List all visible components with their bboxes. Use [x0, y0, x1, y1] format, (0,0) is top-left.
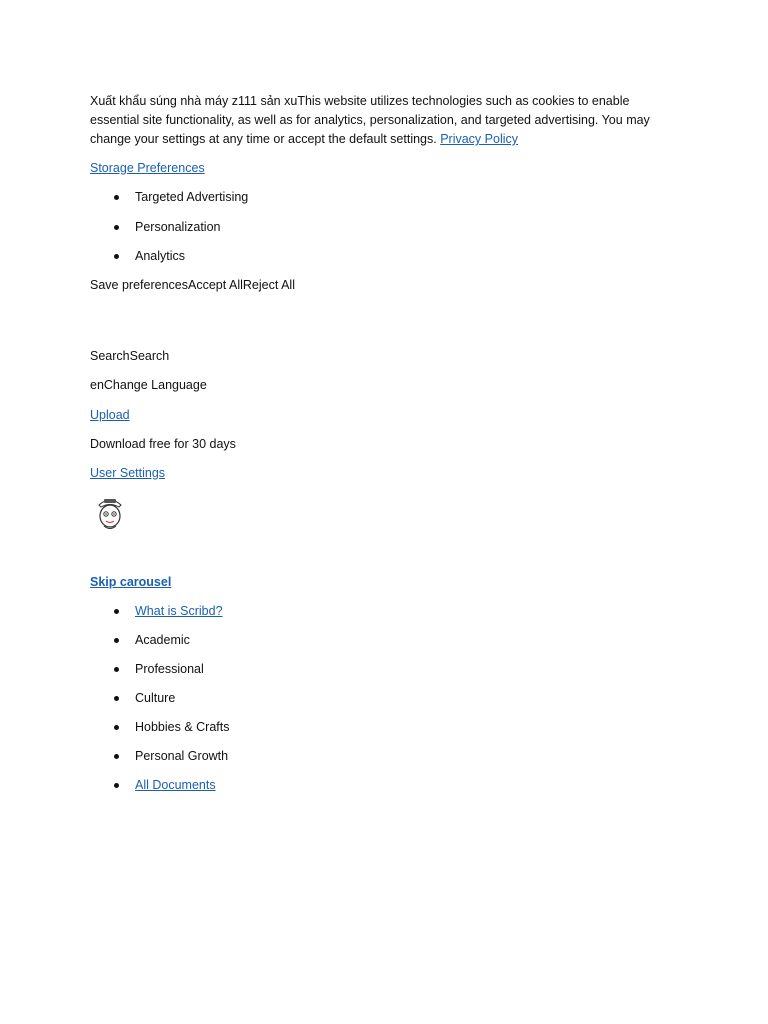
upload-link[interactable]: Upload	[90, 408, 130, 422]
category-label: Hobbies & Crafts	[135, 720, 230, 734]
storage-preferences-link[interactable]: Storage Preferences	[90, 161, 205, 175]
privacy-policy-link[interactable]: Privacy Policy	[440, 132, 518, 146]
page-content	[90, 92, 680, 792]
bullet-icon	[114, 638, 119, 643]
bullet-icon	[114, 609, 119, 614]
preference-item-label: Targeted Advertising	[135, 190, 249, 204]
bullet-icon	[114, 254, 119, 259]
category-label: Personal Growth	[135, 749, 229, 763]
search-label: Search	[90, 349, 130, 363]
category-label: Professional	[135, 662, 204, 676]
search-row	[90, 348, 169, 364]
language-row	[90, 377, 207, 393]
bullet-icon	[114, 754, 119, 759]
bullet-icon	[114, 725, 119, 730]
search-button[interactable]: Search	[129, 349, 170, 363]
save-preferences-button[interactable]: Save preferences	[90, 278, 188, 292]
reject-all-button[interactable]: Reject All	[242, 278, 295, 292]
category-link-label[interactable]: What is Scribd?	[135, 604, 223, 618]
category-link-label[interactable]: All Documents	[135, 778, 216, 792]
skip-carousel-link[interactable]: Skip carousel	[90, 575, 172, 589]
language-code: en	[90, 378, 104, 392]
bullet-icon	[114, 225, 119, 230]
cookie-lead-text: Xuất khẩu súng nhà máy z111 sản xu	[90, 94, 298, 108]
accept-all-button[interactable]: Accept All	[187, 278, 243, 292]
cookie-actions	[90, 277, 295, 293]
change-language-button[interactable]: Change Language	[103, 378, 207, 392]
bullet-icon	[114, 783, 119, 788]
bullet-icon	[114, 696, 119, 701]
category-label: Culture	[135, 691, 176, 705]
preference-item-label: Analytics	[135, 249, 186, 263]
bullet-icon	[114, 667, 119, 672]
category-label: Academic	[135, 633, 190, 647]
cartoon-face-icon[interactable]	[94, 494, 126, 534]
preference-item-label: Personalization	[135, 220, 221, 234]
download-offer-button[interactable]: Download free for 30 days	[90, 437, 236, 451]
cookie-body-text: This website utilizes technologies such as cookies to enable essential site functionality, as well as for analytics, personalization, and targeted advertising. You may change your settings at any time or accept the default settings.	[90, 94, 650, 146]
bullet-icon	[114, 195, 119, 200]
user-settings-link[interactable]: User Settings	[90, 466, 166, 480]
cookie-notice-text	[90, 92, 680, 149]
